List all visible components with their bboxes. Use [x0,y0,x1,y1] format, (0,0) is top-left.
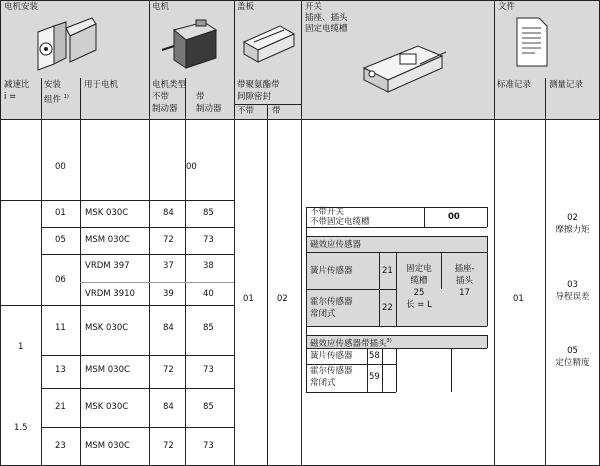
no-switch-line2: 不带固定电缆槽 [310,217,370,227]
hall-sensor-line1: 霍尔传感器 [310,297,353,307]
meas-code-03: 03 [567,280,578,290]
hall-sensor-code: 22 [382,303,393,313]
motor-code-00: 00 [186,162,197,172]
motor-vrdm3910: VRDM 3910 [85,289,135,299]
socket-plug-line1: 插座- [454,264,475,274]
socket-plug-code: 17 [459,288,470,298]
hall-sensor-2-code: 59 [369,372,380,382]
reed-sensor-label: 簧片传感器 [310,266,353,276]
cover-illustration [240,20,296,68]
hall-sensor-2-line1: 霍尔传感器 [310,366,353,376]
kit-06: 06 [55,275,66,285]
subheader-cover-1: 带聚氨酯带 [237,80,280,90]
subheader-meas-record: 测量记录 [549,80,584,90]
no-switch-code: 00 [448,212,460,222]
motor-mount-illustration [30,14,100,74]
cable-channel-line1: 固定电 [406,264,432,274]
switch-illustration [360,36,452,98]
header-switch-2: 插座、插头 [305,13,348,23]
mag-sensor-label: 磁效应传感器 [310,240,362,250]
subheader-mount-kit-2: 组件 $^{1)}$ [44,94,69,105]
hall-sensor-line2: 常闭式 [310,309,336,319]
motor-21: MSK 030C [85,402,129,412]
cover-no-value: 01 [243,294,254,304]
subheader-std-record: 标准记录 [497,80,532,90]
kit-05: 05 [55,235,66,245]
with-brake-23: 73 [203,441,214,451]
subheader-for-motor: 用于电机 [84,80,119,90]
motor-illustration [158,18,220,72]
with-brake-11: 85 [203,323,214,333]
header-motor: 电机 [152,2,170,12]
motor-13: MSM 030C [85,365,130,375]
no-brake-13: 72 [163,365,174,375]
kit-21: 21 [55,402,66,412]
kit-00: 00 [55,162,66,172]
subheader-mount-kit: 安装 [44,80,62,90]
no-brake-11: 84 [163,323,174,333]
motor-05: MSM 030C [85,235,130,245]
document-icon [513,16,549,68]
meas-label-05: 定位精度 [555,358,590,368]
header-cover: 盖板 [237,2,255,12]
subheader-cover-with: 带 [272,106,281,116]
std-record-value: 01 [513,294,524,304]
reed-sensor-code: 21 [382,266,393,276]
cable-channel-line2: 缆槽 [410,276,428,286]
header-switch-3: 固定电缆槽 [305,24,348,34]
ratio-1: 1 [18,342,24,352]
with-brake-01: 85 [203,208,214,218]
subheader-motor-type: 电机类型 [152,80,187,90]
subheader-with-brake-1: 带 [196,92,205,102]
motor-vrdm397: VRDM 397 [85,261,130,271]
no-brake-01: 84 [163,208,174,218]
no-brake-05: 72 [163,235,174,245]
kit-13: 13 [55,365,66,375]
ratio-1-5: 1.5 [14,423,28,433]
subheader-ratio: 减速比 [4,80,30,90]
with-brake-vrdm3910: 40 [203,289,214,299]
cable-length-code: 25 [413,288,425,298]
with-brake-13: 73 [203,365,214,375]
kit-11: 11 [55,323,66,333]
cover-with-value: 02 [277,294,288,304]
meas-code-02: 02 [567,213,578,223]
meas-label-03: 导程误差 [555,292,590,302]
subheader-ratio-i: i = [4,92,17,102]
meas-label-02: 摩擦力矩 [555,225,590,235]
subheader-no-brake-1: 不带 [152,92,170,102]
meas-code-05: 05 [567,346,578,356]
motor-11: MSK 030C [85,323,129,333]
mag-sensor-plug-label: 磁效应传感器带插头$^{3)}$ [310,338,392,349]
kit-01: 01 [55,208,66,218]
header-motor-mount: 电机安装 [4,2,39,12]
with-brake-21: 85 [203,402,214,412]
reed-sensor-2-code: 58 [369,351,380,361]
motor-23: MSM 030C [85,441,130,451]
no-brake-21: 84 [163,402,174,412]
socket-plug-line2: 插头 [455,276,473,286]
with-brake-vrdm397: 38 [203,261,214,271]
no-brake-vrdm397: 37 [163,261,174,271]
no-switch-line1: 不带开关 [310,207,345,217]
subheader-cover-2: 间隙密封 [237,92,272,102]
subheader-with-brake-2: 制动器 [196,104,222,114]
header-file: 文件 [498,2,516,12]
no-brake-23: 72 [163,441,174,451]
header-switch-1: 开关 [305,2,323,12]
hall-sensor-2-line2: 常闭式 [310,378,336,388]
kit-23: 23 [55,441,66,451]
no-brake-vrdm3910: 39 [163,289,174,299]
reed-sensor-2-label: 簧片传感器 [310,351,353,361]
subheader-cover-no: 不带 [237,106,255,116]
cable-length-note: 长 = L [406,300,432,310]
subheader-no-brake-2: 制动器 [152,104,178,114]
motor-01: MSK 030C [85,208,129,218]
with-brake-05: 73 [203,235,214,245]
